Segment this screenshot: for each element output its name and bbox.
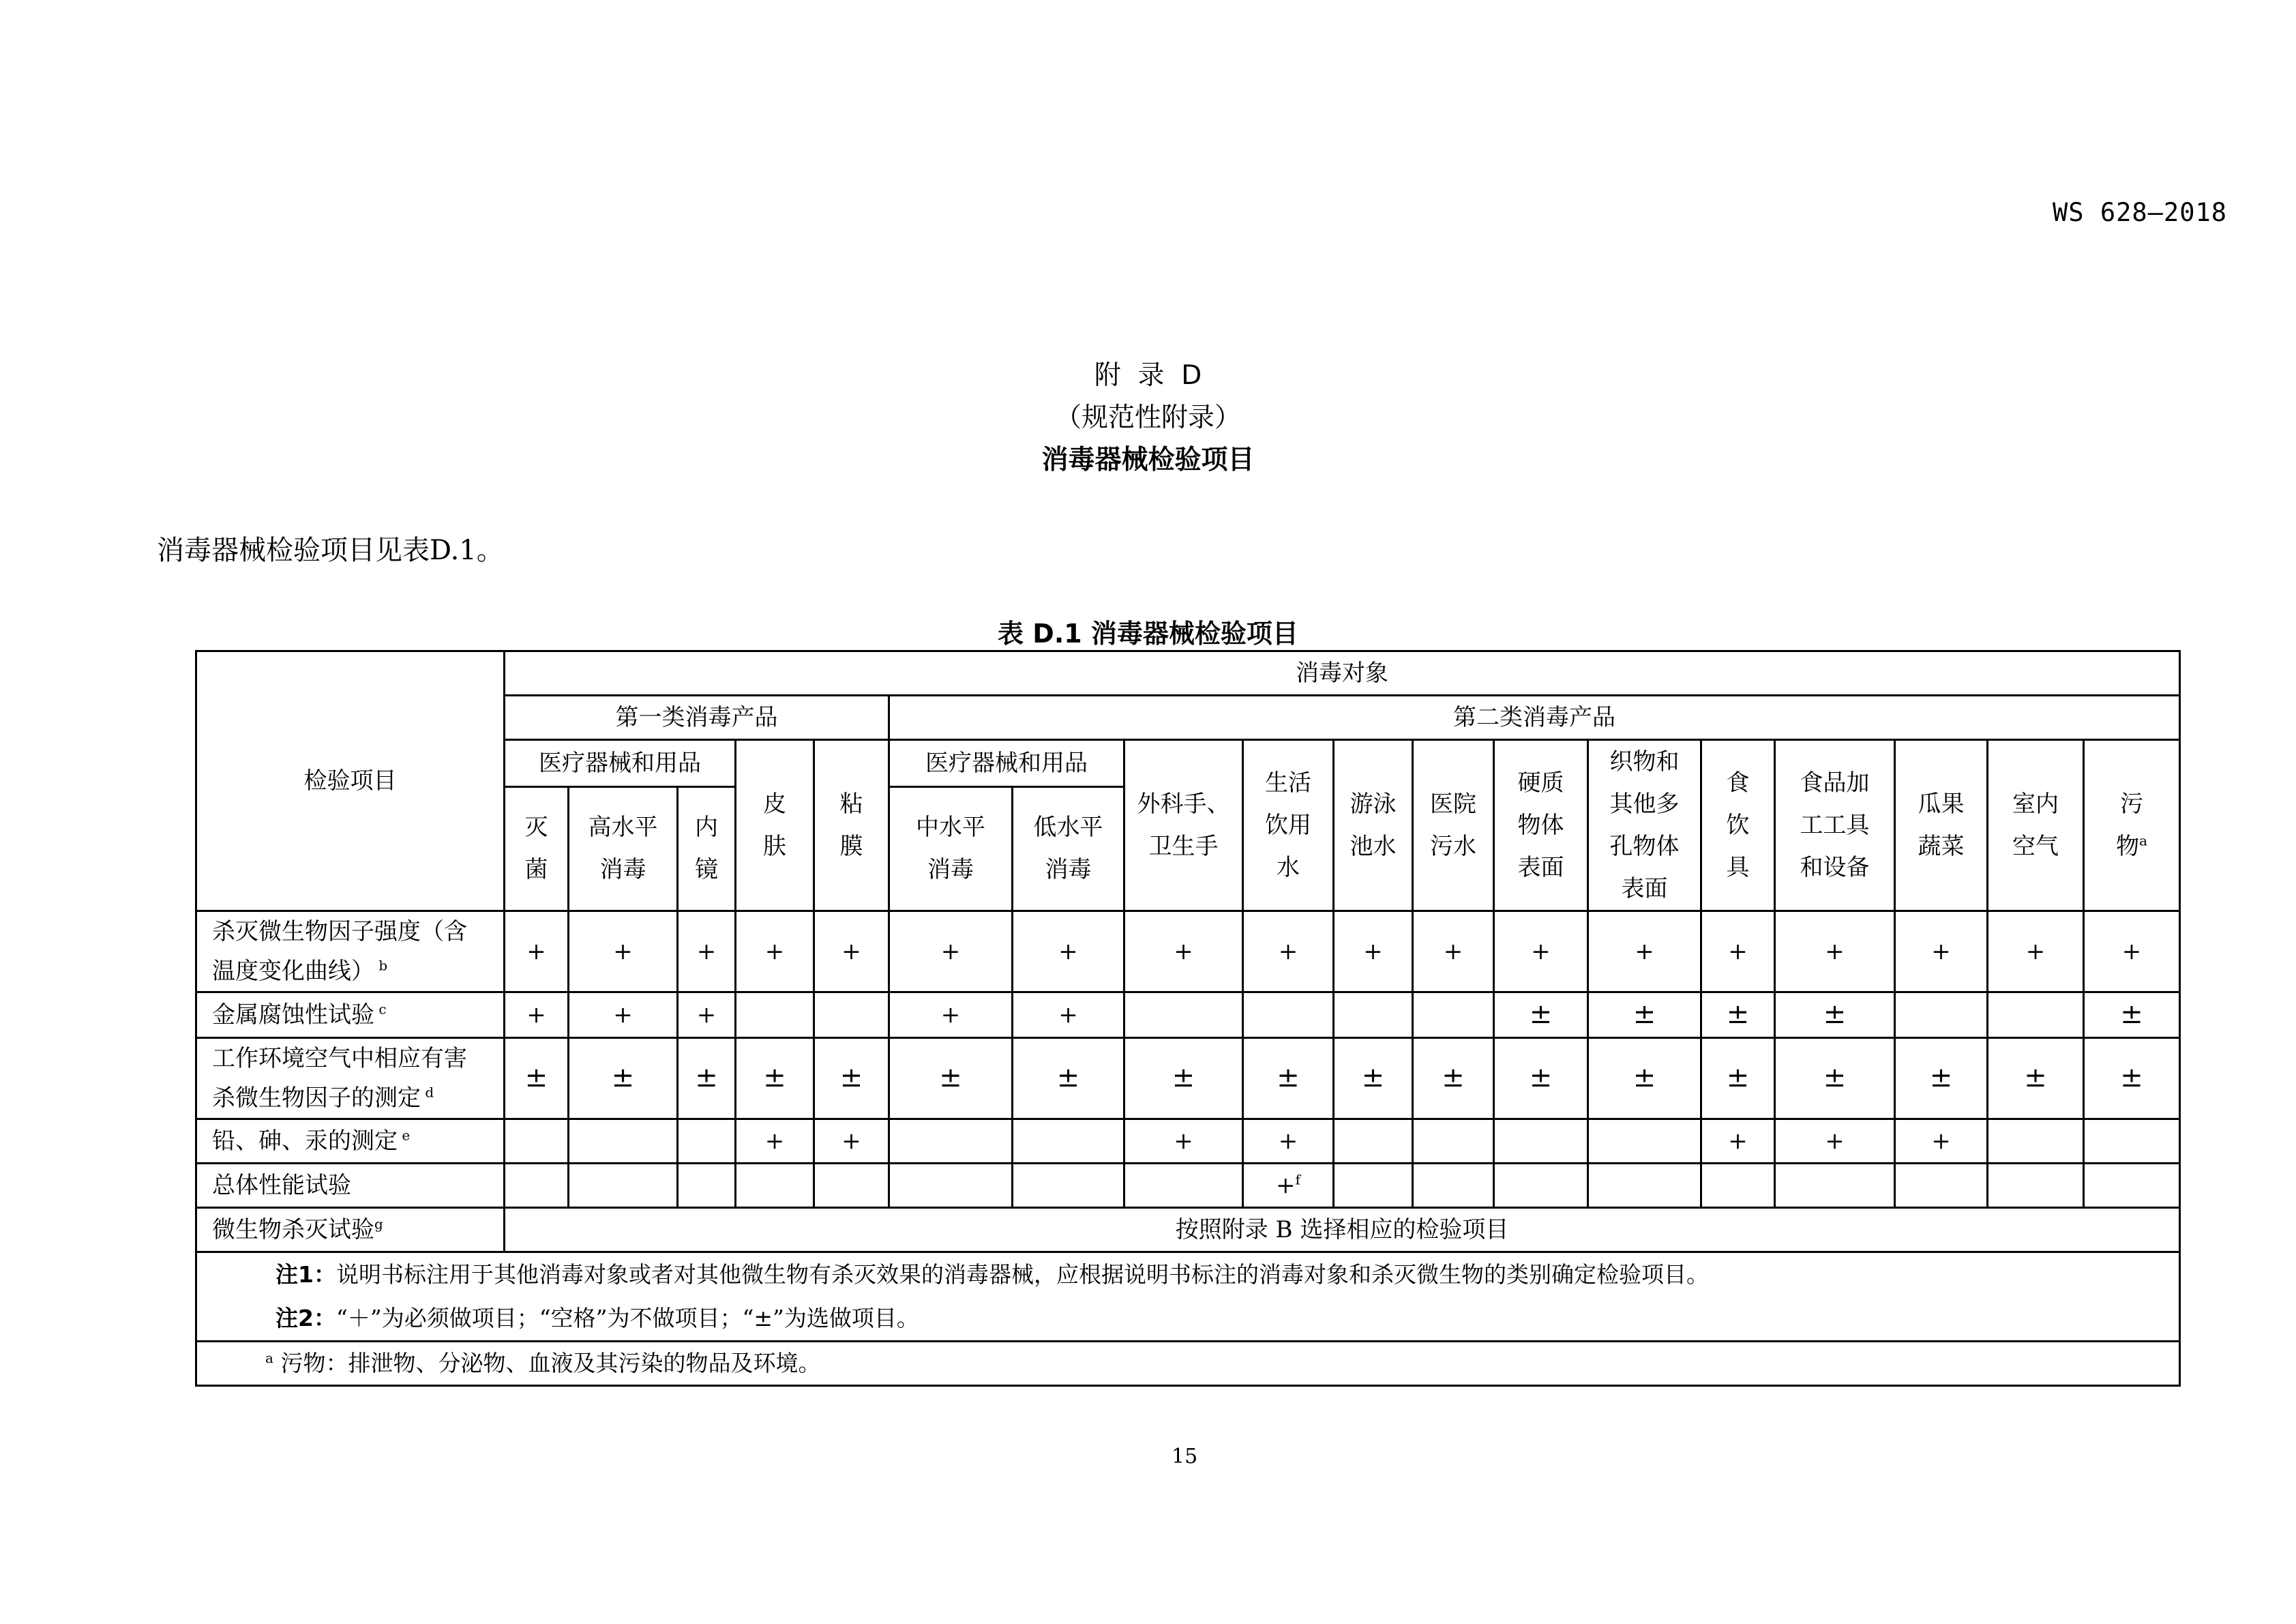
col-header-line: 硬质 (1517, 769, 1564, 797)
requirement-cell: + (1334, 911, 1413, 992)
requirement-cell: + (1988, 911, 2084, 992)
requirement-cell: + (569, 911, 678, 992)
requirement-cell: + (1413, 911, 1494, 992)
col-header-line: 空气 (2012, 833, 2059, 860)
table-row (196, 1119, 2180, 1164)
col-header-line: 肤 (763, 833, 786, 860)
col-header-line: 菌 (524, 856, 548, 884)
requirement-cell (1334, 1119, 1413, 1164)
requirement-cell: + (678, 992, 736, 1038)
class1-header: 第一类消毒产品 (505, 696, 889, 740)
requirement-cell (569, 1119, 678, 1164)
microbe-kill-test-label: 微生物杀灭试验$^g$ (196, 1208, 505, 1252)
requirement-cell: ± (1775, 1038, 1895, 1119)
requirement-cell (505, 1164, 569, 1208)
col-header-line: 内 (695, 814, 718, 842)
requirement-cell: + (1588, 911, 1701, 992)
table-caption: 表 D.1 消毒器械检验项目 (998, 619, 1298, 649)
col-header-16 (1988, 740, 2084, 911)
requirement-cell: ± (1701, 1038, 1775, 1119)
col-header-5 (889, 786, 1013, 911)
requirement-cell: ± (1413, 1038, 1494, 1119)
microbe-kill-test-value: 按照附录 B 选择相应的检验项目 (505, 1208, 2180, 1252)
requirement-cell (1701, 1164, 1775, 1208)
requirement-cell (505, 1119, 569, 1164)
requirement-cell: + (1243, 1119, 1334, 1164)
requirement-cell (678, 1119, 736, 1164)
col-header-line: 蔬菜 (1918, 833, 1965, 860)
requirement-cell: ± (1588, 992, 1701, 1038)
requirement-cell (736, 992, 814, 1038)
requirement-cell: ± (1243, 1038, 1334, 1119)
medical-devices-header-1: 医疗器械和用品 (505, 740, 736, 787)
table-row (196, 992, 2180, 1038)
requirement-cell (1895, 992, 1988, 1038)
col-header-line: 池水 (1350, 833, 1397, 860)
appendix-type: （规范性附录） (1054, 402, 1241, 433)
col-header-line: 食 (1726, 769, 1750, 797)
requirement-cell (1013, 1164, 1124, 1208)
requirement-cell: ± (814, 1038, 889, 1119)
col-header-12 (1588, 740, 1701, 911)
requirement-cell: + (505, 911, 569, 992)
col-header-line: 高水平 (588, 814, 658, 842)
requirement-cell (678, 1164, 736, 1208)
col-header-line: 物$^a$ (2116, 832, 2147, 860)
col-header-11 (1494, 740, 1588, 911)
col-header-line: 粘 (839, 791, 863, 818)
inspection-item-label: 总体性能试验 (196, 1164, 505, 1208)
requirement-cell: + (678, 911, 736, 992)
requirement-cell: + (1895, 1119, 1988, 1164)
requirement-cell: + (1013, 992, 1124, 1038)
col-header-line: 外科手、 (1137, 791, 1230, 818)
requirement-cell: + (1775, 911, 1895, 992)
appendix-title: 消毒器械检验项目 (1041, 445, 1255, 475)
col-header-line: 污 (2120, 791, 2144, 818)
appendix-heading (0, 355, 2296, 482)
requirement-cell (1988, 992, 2084, 1038)
col-header-line: 瓜果 (1918, 791, 1965, 818)
medical-devices-header-2: 医疗器械和用品 (889, 740, 1124, 787)
requirement-cell (736, 1164, 814, 1208)
requirement-cell (1124, 1164, 1243, 1208)
requirement-cell: + (1124, 911, 1243, 992)
col-header-17 (2084, 740, 2180, 911)
col-header-13 (1701, 740, 1775, 911)
requirement-cell: ± (1895, 1038, 1988, 1119)
requirement-cell (1588, 1164, 1701, 1208)
col-header-2 (678, 786, 736, 911)
standard-code: WS 628—2018 (2053, 198, 2228, 227)
requirement-cell: + (1775, 1119, 1895, 1164)
note-1: 注1：说明书标注用于其他消毒对象或者对其他微生物有杀灭效果的消毒器械，应根据说明书标注的消毒对象和杀灭微生物的类别确定检验项目。 (275, 1261, 1709, 1288)
requirement-cell (1494, 1119, 1588, 1164)
requirement-cell (1013, 1119, 1124, 1164)
requirement-cell: + (569, 992, 678, 1038)
footnote-a: $^a$ 污物：排泄物、分泌物、血液及其污染的物品及环境。 (196, 1342, 2180, 1386)
requirement-cell: + (814, 911, 889, 992)
col-header-line: 水 (1277, 854, 1300, 881)
inspection-item-label: 杀灭微生物因子强度（含 温度变化曲线） $^b$ (196, 911, 505, 992)
requirement-cell: ± (736, 1038, 814, 1119)
col-header-6 (1013, 786, 1124, 911)
requirement-cell: + (889, 992, 1013, 1038)
col-header-4 (814, 740, 889, 911)
col-header-line: 低水平 (1033, 814, 1103, 842)
col-header-7 (1124, 740, 1243, 911)
col-header-line: 饮用 (1265, 812, 1311, 839)
appendix-label: 附 录 D (1094, 360, 1202, 391)
requirement-cell (1413, 992, 1494, 1038)
col-header-line: 镜 (695, 856, 718, 884)
col-header-line: 织物和 (1609, 748, 1680, 776)
requirement-cell: ± (2084, 992, 2180, 1038)
col-header-line: 孔物体 (1609, 833, 1680, 860)
col-header-line: 工工具 (1800, 812, 1870, 839)
col-header-8 (1243, 740, 1334, 911)
col-header-line: 灭 (524, 814, 548, 842)
requirement-cell (889, 1164, 1013, 1208)
col-header-line: 其他多 (1609, 791, 1680, 818)
note-2: 注2：“＋”为必须做项目；“空格”为不做项目；“±”为选做项目。 (275, 1305, 919, 1331)
requirement-cell: ± (2084, 1038, 2180, 1119)
inspection-item-label: 金属腐蚀性试验 $^c$ (196, 992, 505, 1038)
col-header-1 (569, 786, 678, 911)
requirement-cell (1988, 1164, 2084, 1208)
requirement-cell: +$^f$ (1243, 1164, 1334, 1208)
disinfection-object-header: 消毒对象 (505, 651, 2180, 696)
requirement-cell: ± (1588, 1038, 1701, 1119)
col-header-15 (1895, 740, 1988, 911)
requirement-cell: + (1895, 911, 1988, 992)
requirement-cell (1243, 992, 1334, 1038)
requirement-cell (1494, 1164, 1588, 1208)
col-header-line: 消毒 (927, 856, 974, 884)
requirement-cell: ± (1701, 992, 1775, 1038)
col-header-9 (1334, 740, 1413, 911)
col-header-line: 生活 (1265, 769, 1311, 797)
col-header-line: 具 (1726, 854, 1750, 881)
col-header-line: 皮 (763, 791, 786, 818)
requirement-cell (1988, 1119, 2084, 1164)
col-header-line: 医院 (1430, 791, 1476, 818)
row-header-cell: 检验项目 (196, 651, 505, 911)
requirement-cell (814, 1164, 889, 1208)
requirement-cell (569, 1164, 678, 1208)
col-header-line: 和设备 (1800, 854, 1870, 881)
requirement-cell: ± (569, 1038, 678, 1119)
col-header-line: 污水 (1430, 833, 1476, 860)
col-header-0 (505, 786, 569, 911)
requirement-cell (1334, 992, 1413, 1038)
requirement-cell: ± (889, 1038, 1013, 1119)
col-header-line: 表面 (1517, 854, 1564, 881)
col-header-10 (1413, 740, 1494, 911)
requirement-cell: ± (1124, 1038, 1243, 1119)
col-header-line: 消毒 (599, 856, 646, 884)
requirement-cell: + (736, 911, 814, 992)
requirement-cell (2084, 1164, 2180, 1208)
requirement-cell: ± (1494, 992, 1588, 1038)
inspection-item-label: 铅、砷、汞的测定 $^e$ (196, 1119, 505, 1164)
col-header-line: 中水平 (916, 814, 985, 842)
col-header-14 (1775, 740, 1895, 911)
col-header-line: 膜 (839, 833, 863, 860)
requirement-cell: ± (505, 1038, 569, 1119)
requirement-cell: + (889, 911, 1013, 992)
requirement-cell: ± (1988, 1038, 2084, 1119)
col-header-line: 表面 (1621, 875, 1668, 902)
requirement-cell: + (505, 992, 569, 1038)
requirement-cell: + (1124, 1119, 1243, 1164)
page-number: 15 (1172, 1445, 1198, 1468)
table-row (196, 1164, 2180, 1208)
table-row (196, 911, 2180, 992)
requirement-cell (814, 992, 889, 1038)
requirement-cell: + (1701, 1119, 1775, 1164)
requirement-cell: + (736, 1119, 814, 1164)
col-header-line: 室内 (2012, 791, 2059, 818)
requirement-cell: ± (1775, 992, 1895, 1038)
requirement-cell: + (1243, 911, 1334, 992)
requirement-cell: ± (1334, 1038, 1413, 1119)
col-header-line: 饮 (1726, 812, 1750, 839)
requirement-cell (2084, 1119, 2180, 1164)
requirement-cell: + (1494, 911, 1588, 992)
inspection-item-label: 工作环境空气中相应有害 杀微生物因子的测定 $^d$ (196, 1038, 505, 1119)
requirement-cell: ± (678, 1038, 736, 1119)
requirement-cell: + (1013, 911, 1124, 992)
col-header-line: 消毒 (1045, 856, 1092, 884)
requirement-cell: ± (1013, 1038, 1124, 1119)
requirement-cell: + (1701, 911, 1775, 992)
requirement-cell: + (2084, 911, 2180, 992)
col-header-3 (736, 740, 814, 911)
requirement-cell (1124, 992, 1243, 1038)
requirement-cell (1413, 1164, 1494, 1208)
table-notes (196, 1252, 2180, 1342)
requirement-cell: + (814, 1119, 889, 1164)
requirement-cell (1588, 1119, 1701, 1164)
class2-header: 第二类消毒产品 (889, 696, 2180, 740)
intro-paragraph: 消毒器械检验项目见表D.1。 (157, 535, 504, 566)
requirement-cell: ± (1494, 1038, 1588, 1119)
requirement-cell (889, 1119, 1013, 1164)
col-header-line: 物体 (1517, 812, 1564, 839)
table-row (196, 1038, 2180, 1119)
requirement-cell (1895, 1164, 1988, 1208)
col-header-line: 食品加 (1800, 769, 1870, 797)
requirement-cell (1775, 1164, 1895, 1208)
requirement-cell (1413, 1119, 1494, 1164)
col-header-line: 游泳 (1350, 791, 1397, 818)
col-header-line: 卫生手 (1148, 833, 1219, 860)
requirement-cell (1334, 1164, 1413, 1208)
inspection-items-table (195, 650, 2181, 1387)
